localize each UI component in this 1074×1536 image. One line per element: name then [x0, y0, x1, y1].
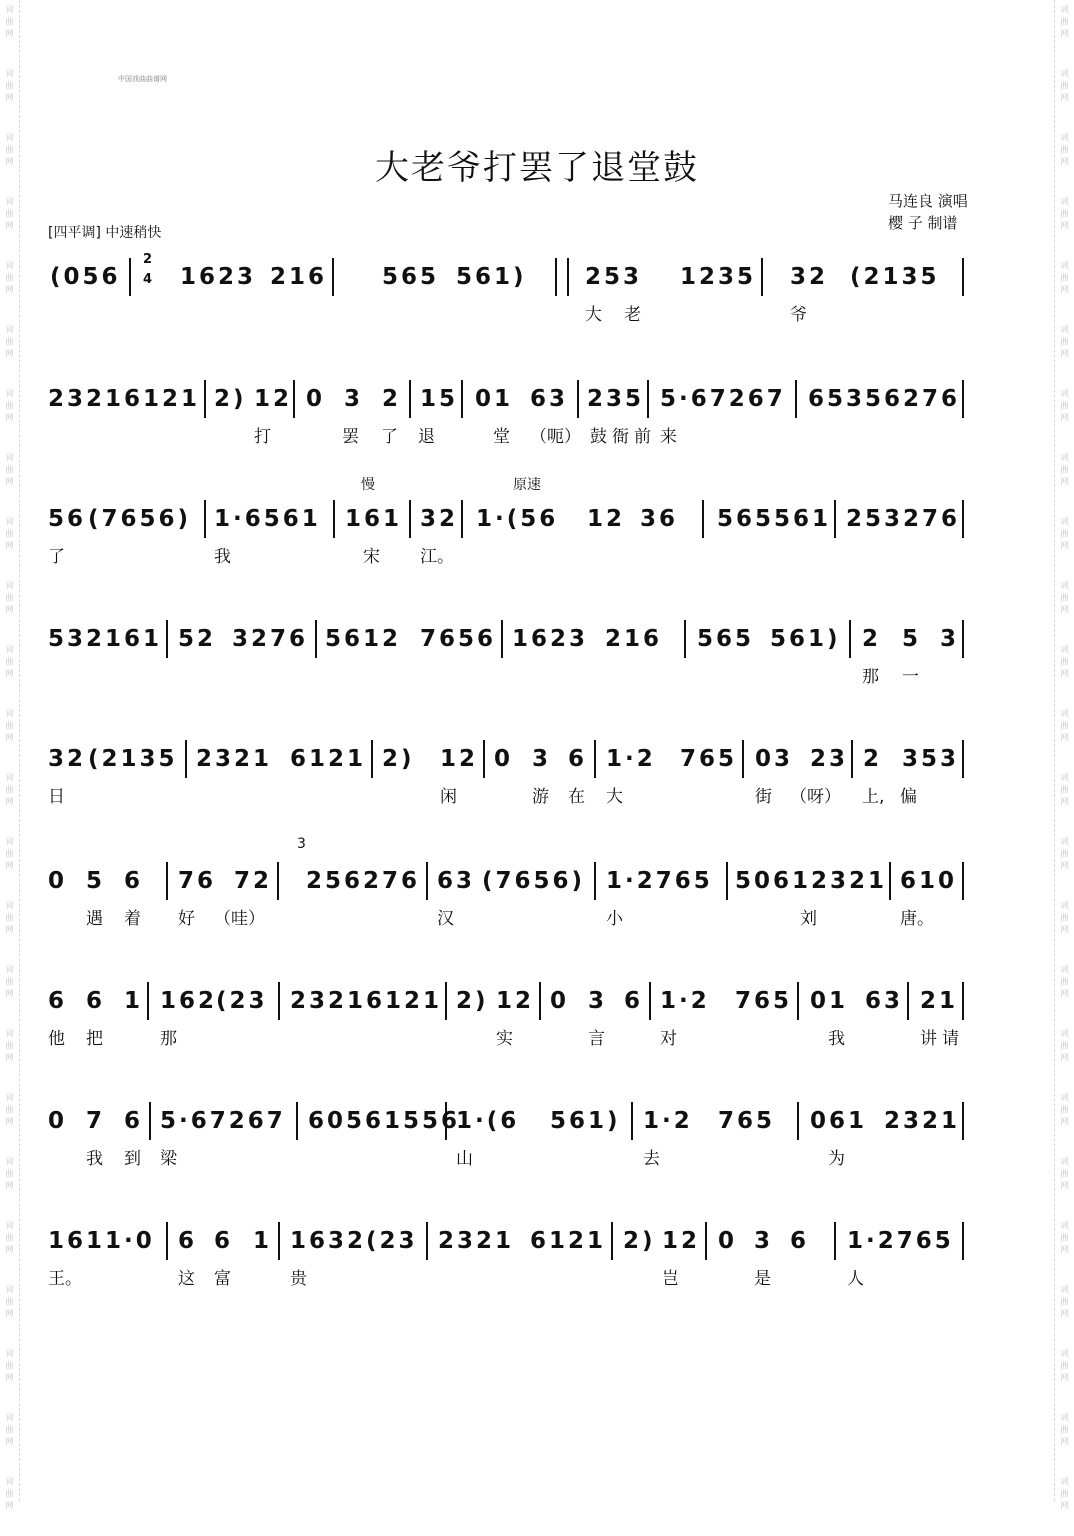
- jianpu-notes: 1: [253, 1228, 273, 1254]
- jianpu-notes: 0: [550, 988, 570, 1014]
- watermark-text: 词 曲 网: [1060, 1477, 1069, 1510]
- watermark-text: 词 曲 网: [1060, 1029, 1069, 1062]
- jianpu-notes: 162: [160, 988, 218, 1014]
- jianpu-notes: 216: [605, 626, 663, 652]
- watermark-text: 词 曲 网: [5, 133, 14, 166]
- watermark-text: 词 曲 网: [1060, 645, 1069, 678]
- jianpu-notes: 610: [900, 868, 958, 894]
- score-line: [0, 1082, 1074, 1202]
- jianpu-notes: 0: [494, 746, 514, 772]
- jianpu-notes: 0: [306, 386, 326, 412]
- lyric-syllable: 山: [456, 1149, 473, 1169]
- jianpu-notes: 565: [382, 264, 440, 290]
- barlines: [0, 720, 1074, 840]
- watermark-text: 词 曲 网: [1060, 1285, 1069, 1318]
- jianpu-notes: 2: [382, 386, 402, 412]
- watermark-text: 词 曲 网: [5, 69, 14, 102]
- jianpu-notes: 63: [865, 988, 904, 1014]
- jianpu-notes: 3276: [232, 626, 309, 652]
- jianpu-notes: 2): [456, 988, 489, 1014]
- watermark-text: 词 曲 网: [1060, 1157, 1069, 1190]
- lyric-syllable: 那: [160, 1029, 177, 1049]
- barlines: [0, 842, 1074, 962]
- jianpu-notes: 561): [456, 264, 527, 290]
- jianpu-notes: 253276: [846, 506, 961, 532]
- jianpu-notes: 1623: [180, 264, 257, 290]
- jianpu-notes: 1611·0: [48, 1228, 155, 1254]
- jianpu-notes: 60561556: [308, 1108, 461, 1134]
- watermark-text: 词 曲 网: [1060, 69, 1069, 102]
- jianpu-notes: 32: [790, 264, 829, 290]
- jianpu-notes: 23216121: [48, 386, 201, 412]
- score-line: [0, 360, 1074, 480]
- watermark-text: 词 曲 网: [5, 1477, 14, 1510]
- score-line: [0, 720, 1074, 840]
- jianpu-notes: 63: [437, 868, 476, 894]
- jianpu-notes: 6: [48, 988, 68, 1014]
- jianpu-notes: 12: [254, 386, 293, 412]
- lyric-syllable: 遇: [86, 909, 103, 929]
- jianpu-notes: 2): [214, 386, 247, 412]
- lyric-syllable: 在: [568, 787, 585, 807]
- watermark-text: 词 曲 网: [1060, 325, 1069, 358]
- jianpu-notes: (056: [50, 264, 121, 290]
- jianpu-notes: 7: [86, 1108, 106, 1134]
- watermark-text: 词 曲 网: [1060, 1349, 1069, 1382]
- watermark-text: 词 曲 网: [5, 709, 14, 742]
- score-line: [0, 962, 1074, 1082]
- tempo-mark: 原速: [513, 477, 541, 493]
- jianpu-notes: 01: [475, 386, 514, 412]
- jianpu-notes: 72: [234, 868, 273, 894]
- barlines: [0, 1082, 1074, 1202]
- lyric-syllable: 贵: [290, 1269, 307, 1289]
- jianpu-notes: 32: [420, 506, 459, 532]
- jianpu-notes: 3: [588, 988, 608, 1014]
- performer-credit: 马连良 演唱: [888, 192, 968, 210]
- lyric-syllable: 前: [634, 427, 651, 447]
- lyric-syllable: 实: [496, 1029, 513, 1049]
- jianpu-notes: 1·2765: [847, 1228, 954, 1254]
- lyric-syllable: 把: [86, 1029, 103, 1049]
- jianpu-notes: 1: [124, 988, 144, 1014]
- jianpu-notes: 6: [124, 868, 144, 894]
- watermark-text: 词 曲 网: [5, 1221, 14, 1254]
- watermark-text: 词 曲 网: [1060, 709, 1069, 742]
- lyric-syllable: 请: [942, 1029, 959, 1049]
- site-tag: 中国戏曲曲谱网: [118, 75, 167, 83]
- jianpu-notes: 12: [440, 746, 479, 772]
- watermark-text: 词 曲 网: [5, 773, 14, 806]
- watermark-text: 词 曲 网: [1060, 389, 1069, 422]
- watermark-text: 词 曲 网: [5, 1157, 14, 1190]
- watermark-text: 词 曲 网: [1060, 453, 1069, 486]
- watermark-text: 词 曲 网: [5, 1029, 14, 1062]
- jianpu-notes: 216: [270, 264, 328, 290]
- score-line: [0, 238, 1074, 358]
- credits: [888, 190, 968, 234]
- lyric-syllable: 富: [214, 1269, 231, 1289]
- watermark-text: 词 曲 网: [5, 1093, 14, 1126]
- lyric-syllable: 着: [124, 909, 141, 929]
- key-tempo-label: [四平调] 中速稍快: [48, 225, 162, 241]
- lyric-syllable: 人: [847, 1269, 864, 1289]
- jianpu-notes: 63: [530, 386, 569, 412]
- tempo-mark: 3: [297, 836, 306, 852]
- lyric-syllable: 鼓: [590, 427, 607, 447]
- jianpu-notes: 65356276: [808, 386, 961, 412]
- jianpu-notes: 6: [178, 1228, 198, 1254]
- lyric-syllable: 小: [606, 909, 623, 929]
- lyric-syllable: 汉: [437, 909, 454, 929]
- jianpu-notes: 0: [48, 1108, 68, 1134]
- jianpu-notes: 6: [624, 988, 644, 1014]
- lyric-syllable: 宋: [363, 547, 380, 567]
- jianpu-notes: 6: [124, 1108, 144, 1134]
- lyric-syllable: 唐。: [900, 909, 934, 929]
- lyric-syllable: 大: [585, 305, 602, 325]
- score-line: [0, 600, 1074, 720]
- lyric-syllable: 闲: [440, 787, 457, 807]
- jianpu-notes: 5612: [325, 626, 402, 652]
- jianpu-notes: 565: [697, 626, 755, 652]
- watermark-text: 词 曲 网: [1060, 1413, 1069, 1446]
- lyric-syllable: 讲: [920, 1029, 937, 1049]
- jianpu-notes: 765: [718, 1108, 776, 1134]
- lyric-syllable: 对: [660, 1029, 677, 1049]
- watermark-text: 词 曲 网: [1060, 901, 1069, 934]
- jianpu-notes: 01: [810, 988, 849, 1014]
- watermark-text: 词 曲 网: [1060, 517, 1069, 550]
- jianpu-notes: 2: [862, 626, 882, 652]
- jianpu-notes: 2: [863, 746, 883, 772]
- jianpu-notes: 561): [550, 1108, 621, 1134]
- transcriber-credit: 樱 子 制谱: [888, 214, 958, 232]
- jianpu-notes: 2321: [196, 746, 273, 772]
- jianpu-notes: 1·(56: [476, 506, 559, 532]
- jianpu-notes: 1·2765: [606, 868, 713, 894]
- jianpu-notes: 2: [143, 252, 156, 267]
- jianpu-notes: 12: [496, 988, 535, 1014]
- barlines: [0, 600, 1074, 720]
- jianpu-notes: 15: [420, 386, 459, 412]
- jianpu-notes: 2321: [884, 1108, 961, 1134]
- jianpu-notes: 2): [382, 746, 415, 772]
- jianpu-notes: 561): [770, 626, 841, 652]
- lyric-syllable: 王。: [48, 1269, 82, 1289]
- lyric-syllable: 到: [124, 1149, 141, 1169]
- lyric-syllable: 游: [532, 787, 549, 807]
- watermark-text: 词 曲 网: [1060, 837, 1069, 870]
- jianpu-notes: 0: [718, 1228, 738, 1254]
- lyric-syllable: 为: [828, 1149, 845, 1169]
- jianpu-notes: (7656): [482, 868, 586, 894]
- lyric-syllable: 好: [178, 909, 195, 929]
- lyric-syllable: 是: [754, 1269, 771, 1289]
- barlines: [0, 238, 1074, 358]
- jianpu-notes: (2135: [850, 264, 940, 290]
- lyric-syllable: 刘: [800, 909, 817, 929]
- lyric-syllable: 了: [381, 427, 398, 447]
- lyric-syllable: 我: [828, 1029, 845, 1049]
- jianpu-notes: 3: [940, 626, 960, 652]
- lyric-syllable: 街: [755, 787, 772, 807]
- watermark-text: 词 曲 网: [1060, 1221, 1069, 1254]
- jianpu-notes: 5: [86, 868, 106, 894]
- jianpu-notes: 1·(6: [456, 1108, 520, 1134]
- jianpu-notes: 353: [902, 746, 960, 772]
- jianpu-notes: 21: [920, 988, 959, 1014]
- jianpu-notes: 6: [790, 1228, 810, 1254]
- watermark-text: 词 曲 网: [5, 965, 14, 998]
- lyric-syllable: 那: [862, 667, 879, 687]
- watermark-text: 词 曲 网: [5, 261, 14, 294]
- jianpu-notes: 0: [48, 868, 68, 894]
- jianpu-notes: 2321: [438, 1228, 515, 1254]
- watermark-text: 词 曲 网: [5, 901, 14, 934]
- watermark-text: 词 曲 网: [5, 645, 14, 678]
- watermark-text: 词 曲 网: [5, 581, 14, 614]
- jianpu-notes: 2): [623, 1228, 656, 1254]
- watermark-text: 词 曲 网: [5, 1349, 14, 1382]
- lyric-syllable: 他: [48, 1029, 65, 1049]
- lyric-syllable: 打: [254, 427, 271, 447]
- page-title: 大老爷打罢了退堂鼓: [375, 148, 699, 188]
- jianpu-notes: 7656: [420, 626, 497, 652]
- score-line: [0, 477, 1074, 600]
- lyric-syllable: 退: [418, 427, 435, 447]
- lyric-syllable: 来: [660, 427, 677, 447]
- lyric-syllable: 罢: [342, 427, 359, 447]
- jianpu-notes: 6: [86, 988, 106, 1014]
- watermark-text: 词 曲 网: [1060, 773, 1069, 806]
- barlines: [0, 360, 1074, 480]
- lyric-syllable: 梁: [160, 1149, 177, 1169]
- jianpu-notes: 03: [755, 746, 794, 772]
- watermark-text: 词 曲 网: [5, 5, 14, 38]
- jianpu-notes: (7656): [88, 506, 192, 532]
- jianpu-notes: 765: [680, 746, 738, 772]
- jianpu-notes: 1·6561: [214, 506, 321, 532]
- jianpu-notes: 1·2: [643, 1108, 693, 1134]
- jianpu-notes: 56: [48, 506, 87, 532]
- lyric-syllable: 大: [606, 787, 623, 807]
- lyric-syllable: 老: [624, 305, 641, 325]
- lyric-syllable: 了: [48, 547, 65, 567]
- jianpu-notes: 6: [214, 1228, 234, 1254]
- jianpu-notes: 76: [178, 868, 217, 894]
- lyric-syllable: 日: [48, 787, 65, 807]
- lyric-syllable: （呃）: [530, 427, 581, 447]
- lyric-syllable: 堂: [493, 427, 510, 447]
- jianpu-notes: 3: [344, 386, 364, 412]
- jianpu-notes: 1·2: [606, 746, 656, 772]
- jianpu-notes: 23: [810, 746, 849, 772]
- tempo-mark: 慢: [361, 477, 375, 493]
- watermark-text: 词 曲 网: [5, 837, 14, 870]
- lyric-syllable: 偏: [900, 787, 917, 807]
- jianpu-notes: 12: [662, 1228, 701, 1254]
- watermark-text: 词 曲 网: [5, 325, 14, 358]
- jianpu-notes: 3: [532, 746, 552, 772]
- jianpu-notes: 5·67267: [160, 1108, 286, 1134]
- lyric-syllable: 衙: [612, 427, 629, 447]
- score-line: [0, 836, 1074, 962]
- barlines: [0, 1202, 1074, 1322]
- jianpu-notes: (23: [366, 1228, 418, 1254]
- jianpu-notes: 50612321: [735, 868, 888, 894]
- lyric-syllable: 爷: [790, 305, 807, 325]
- jianpu-notes: 256276: [306, 868, 421, 894]
- jianpu-notes: 32: [48, 746, 87, 772]
- jianpu-notes: 36: [640, 506, 679, 532]
- score-line: [0, 1202, 1074, 1322]
- watermark-text: 词 曲 网: [1060, 581, 1069, 614]
- jianpu-notes: (23: [216, 988, 268, 1014]
- jianpu-notes: 765: [735, 988, 793, 1014]
- jianpu-notes: 4: [143, 272, 156, 287]
- lyric-syllable: 我: [86, 1149, 103, 1169]
- lyric-syllable: 言: [588, 1029, 605, 1049]
- jianpu-notes: 6121: [530, 1228, 607, 1254]
- lyric-syllable: 这: [178, 1269, 195, 1289]
- jianpu-notes: 235: [587, 386, 645, 412]
- jianpu-notes: 161: [345, 506, 403, 532]
- jianpu-notes: 3: [754, 1228, 774, 1254]
- lyric-syllable: 去: [643, 1149, 660, 1169]
- jianpu-notes: 6121: [290, 746, 367, 772]
- watermark-text: 词 曲 网: [5, 1285, 14, 1318]
- jianpu-notes: 1235: [680, 264, 757, 290]
- jianpu-notes: 061: [810, 1108, 868, 1134]
- jianpu-notes: 532161: [48, 626, 163, 652]
- barlines: [0, 962, 1074, 1082]
- watermark-text: 词 曲 网: [5, 389, 14, 422]
- jianpu-notes: 253: [585, 264, 643, 290]
- jianpu-notes: 6: [568, 746, 588, 772]
- watermark-text: 词 曲 网: [1060, 197, 1069, 230]
- lyric-syllable: 江。: [420, 547, 454, 567]
- lyric-syllable: 我: [214, 547, 231, 567]
- lyric-syllable: （哇）: [214, 909, 265, 929]
- jianpu-notes: 1632: [290, 1228, 367, 1254]
- watermark-text: 词 曲 网: [1060, 261, 1069, 294]
- watermark-text: 词 曲 网: [1060, 5, 1069, 38]
- barlines: [0, 480, 1074, 600]
- watermark-text: 词 曲 网: [1060, 965, 1069, 998]
- jianpu-notes: 23216121: [290, 988, 443, 1014]
- lyric-syllable: （呀）: [790, 787, 841, 807]
- jianpu-notes: 12: [587, 506, 626, 532]
- lyric-syllable: 一: [902, 667, 919, 687]
- watermark-text: 词 曲 网: [5, 197, 14, 230]
- jianpu-notes: 52: [178, 626, 217, 652]
- jianpu-notes: (2135: [88, 746, 178, 772]
- jianpu-notes: 5·67267: [660, 386, 786, 412]
- lyric-syllable: 上,: [862, 787, 885, 807]
- jianpu-notes: 1·2: [660, 988, 710, 1014]
- lyric-syllable: 岂: [662, 1269, 679, 1289]
- jianpu-notes: 1623: [512, 626, 589, 652]
- watermark-text: 词 曲 网: [1060, 133, 1069, 166]
- jianpu-notes: 565561: [717, 506, 832, 532]
- watermark-text: 词 曲 网: [5, 1413, 14, 1446]
- jianpu-notes: 5: [902, 626, 922, 652]
- watermark-text: 词 曲 网: [1060, 1093, 1069, 1126]
- watermark-text: 词 曲 网: [5, 453, 14, 486]
- watermark-text: 词 曲 网: [5, 517, 14, 550]
